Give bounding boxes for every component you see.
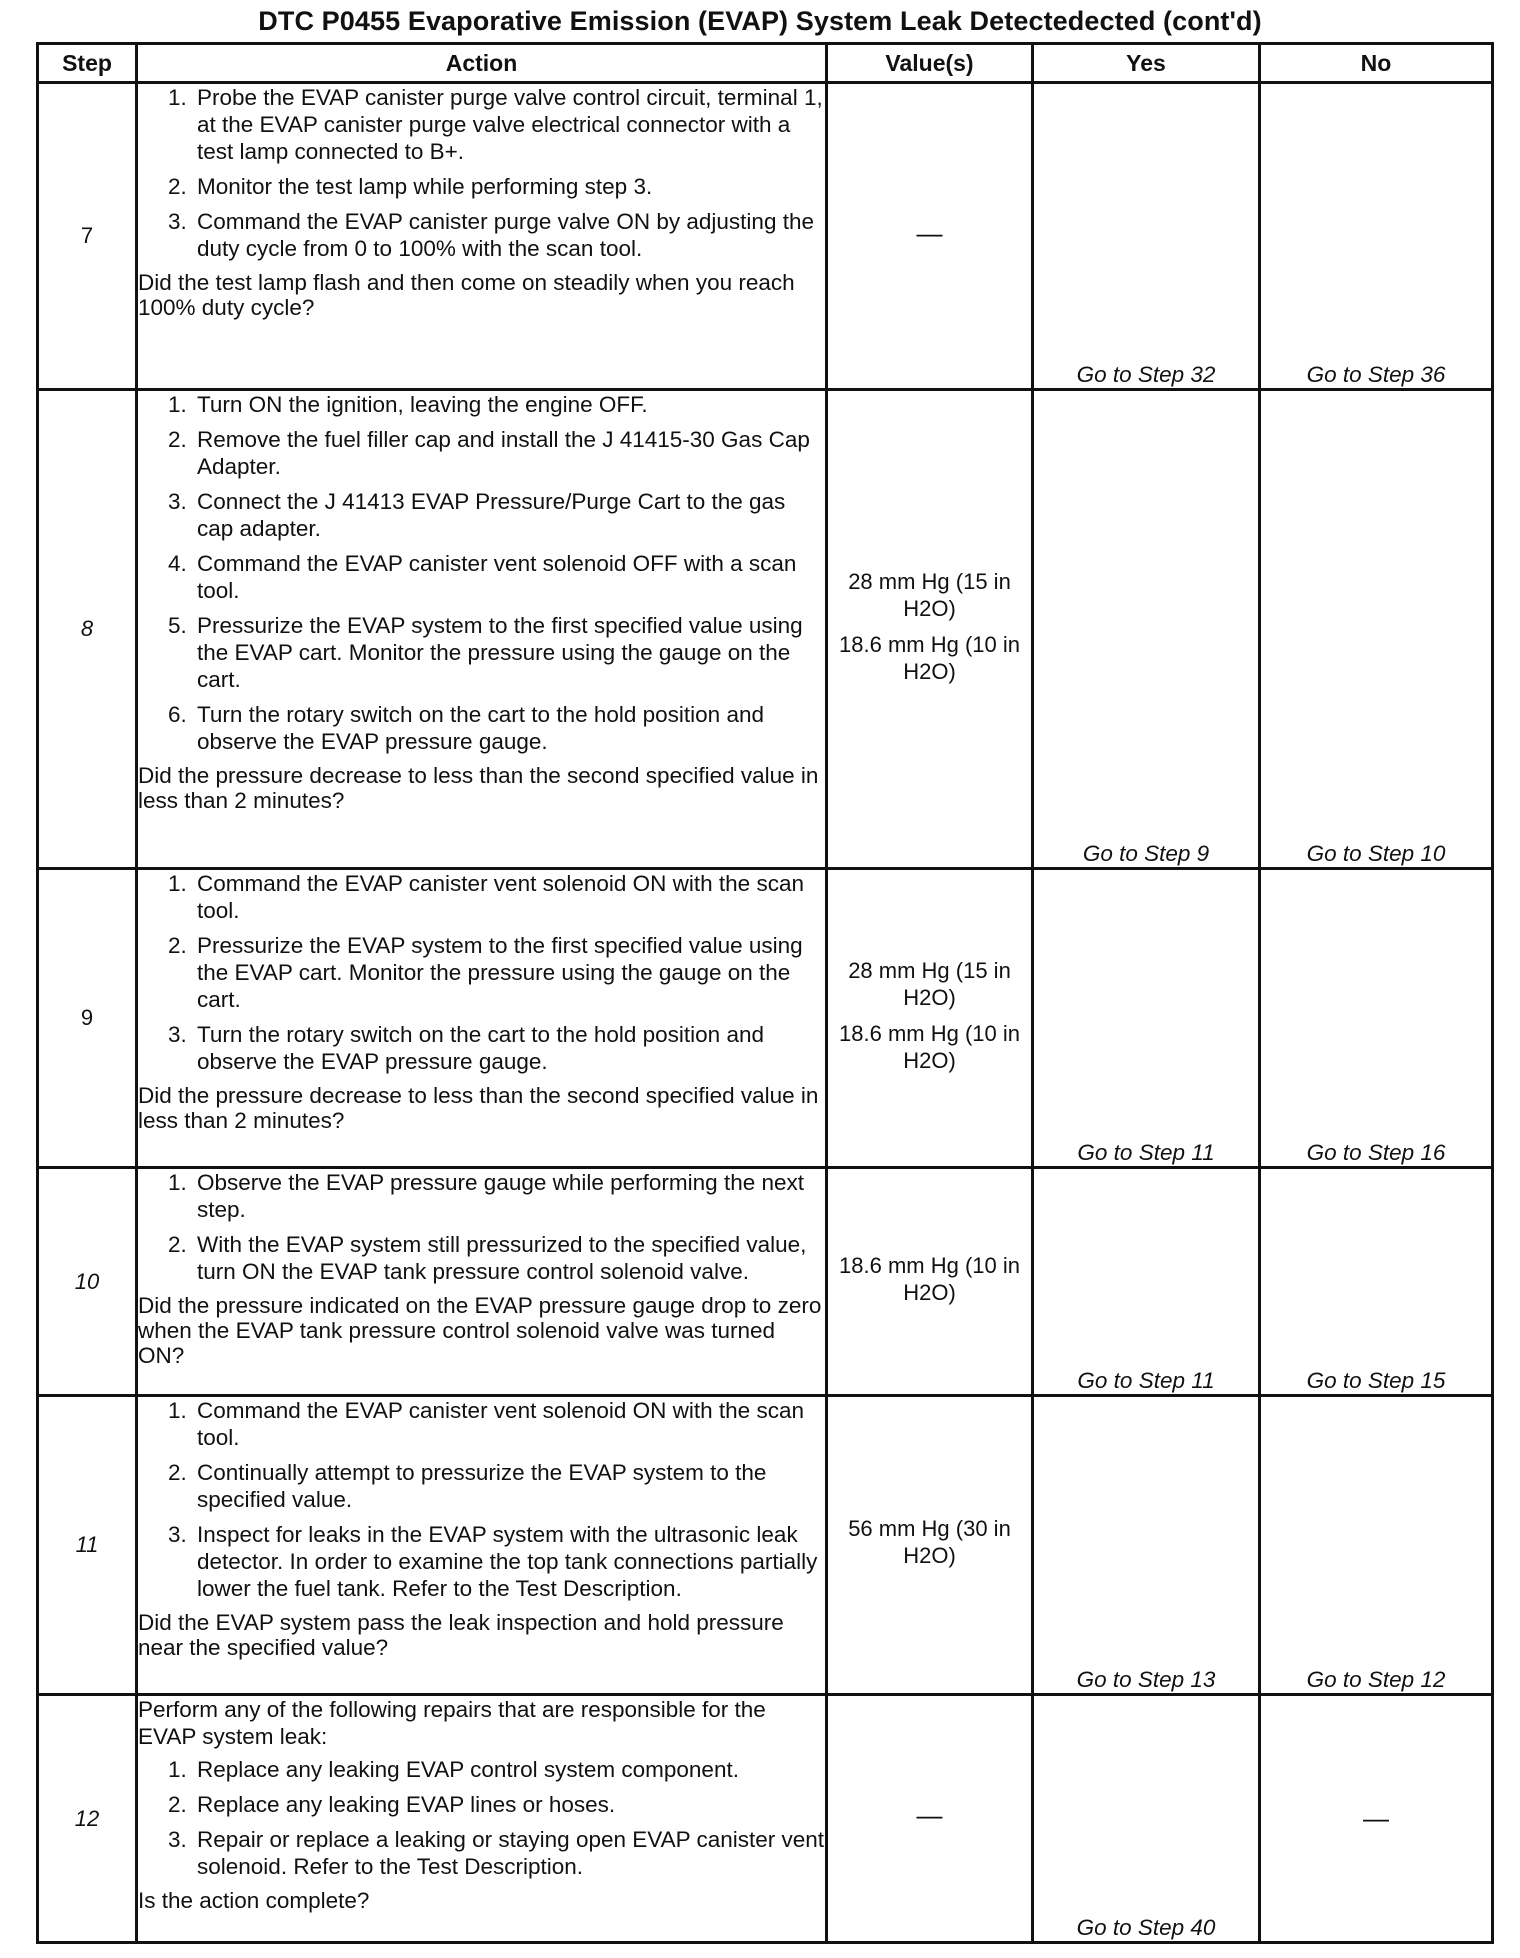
values-cell xyxy=(827,1395,1033,1694)
action-question: Did the EVAP system pass the leak inspection and hold pressure near the specified value? xyxy=(138,1609,784,1660)
no-result: — xyxy=(1260,1695,1493,1943)
yes-result: Go to Step 32 xyxy=(1033,83,1260,390)
action-step-item: 1. Replace any leaking EVAP control system component. xyxy=(193,1756,825,1783)
action-question: Is the action complete? xyxy=(138,1888,370,1914)
action-cell xyxy=(137,83,827,390)
step-number: 7 xyxy=(38,83,137,390)
table-row xyxy=(38,1395,1493,1694)
yes-result: Go to Step 40 xyxy=(1033,1695,1260,1943)
header-yes: Yes xyxy=(1033,44,1260,83)
action-steps-list xyxy=(138,870,825,1075)
action-step-item: 2. Replace any leaking EVAP lines or hoses. xyxy=(193,1791,825,1818)
action-step-item: 1. Command the EVAP canister vent solenoid ON with the scan tool. xyxy=(193,870,825,924)
values-cell xyxy=(827,390,1033,869)
values-cell xyxy=(827,83,1033,390)
action-step-item: 2. Remove the fuel filler cap and install the J 41415-30 Gas Cap Adapter. xyxy=(193,426,825,480)
action-step-item: 6. Turn the rotary switch on the cart to the hold position and observe the EVAP pressure gauge. xyxy=(193,701,825,755)
no-result: Go to Step 15 xyxy=(1260,1168,1493,1395)
action-intro: Perform any of the following repairs that are responsible for the EVAP system leak: xyxy=(138,1697,766,1750)
action-step-item: 1. Command the EVAP canister vent solenoid ON with the scan tool. xyxy=(193,1397,825,1451)
yes-result: Go to Step 11 xyxy=(1033,1168,1260,1395)
action-step-item: 4. Command the EVAP canister vent solenoid OFF with a scan tool. xyxy=(193,550,825,604)
action-step-item: 3. Turn the rotary switch on the cart to the hold position and observe the EVAP pressure gauge. xyxy=(193,1021,825,1075)
action-step-item: 3. Connect the J 41413 EVAP Pressure/Purge Cart to the gas cap adapter. xyxy=(193,488,825,542)
action-cell xyxy=(137,1695,827,1943)
diagnostic-table xyxy=(36,42,1494,1944)
action-steps-list xyxy=(138,84,825,262)
action-cell xyxy=(137,390,827,869)
action-step-item: 2. Pressurize the EVAP system to the first specified value using the EVAP cart. Monitor the pressure using the gauge on the cart. xyxy=(193,932,825,1013)
action-steps-list xyxy=(138,391,825,755)
step-number: 8 xyxy=(38,390,137,869)
no-result: Go to Step 12 xyxy=(1260,1395,1493,1694)
table-row xyxy=(38,83,1493,390)
table-row xyxy=(38,1168,1493,1395)
no-result: Go to Step 10 xyxy=(1260,390,1493,869)
header-values: Value(s) xyxy=(827,44,1033,83)
action-steps-list xyxy=(138,1756,825,1880)
no-result: Go to Step 16 xyxy=(1260,868,1493,1167)
table-row xyxy=(38,390,1493,869)
header-action: Action xyxy=(137,44,827,83)
action-step-item: 3. Repair or replace a leaking or staying open EVAP canister vent solenoid. Refer to the Test Description. xyxy=(193,1826,825,1880)
step-number: 9 xyxy=(38,868,137,1167)
spec-value: 18.6 mm Hg (10 in H2O) xyxy=(839,631,1020,684)
action-cell xyxy=(137,1395,827,1694)
no-result: Go to Step 36 xyxy=(1260,83,1493,390)
yes-result: Go to Step 9 xyxy=(1033,390,1260,869)
header-step: Step xyxy=(38,44,137,83)
yes-result: Go to Step 13 xyxy=(1033,1395,1260,1694)
header-no: No xyxy=(1260,44,1493,83)
spec-value: — xyxy=(916,1800,943,1831)
spec-value: 28 mm Hg (15 in H2O) xyxy=(848,568,1011,621)
action-question: Did the test lamp flash and then come on steadily when you reach 100% duty cycle? xyxy=(138,270,795,320)
action-step-item: 3. Inspect for leaks in the EVAP system with the ultrasonic leak detector. In order to examine the top tank connections partially lower the fuel tank. Refer to the Test Description. xyxy=(193,1521,825,1602)
values-cell xyxy=(827,868,1033,1167)
step-number: 12 xyxy=(38,1695,137,1943)
spec-value: 28 mm Hg (15 in H2O) xyxy=(848,957,1011,1010)
action-step-item: 2. Continually attempt to pressurize the EVAP system to the specified value. xyxy=(193,1459,825,1513)
values-cell xyxy=(827,1695,1033,1943)
action-step-item: 5. Pressurize the EVAP system to the first specified value using the EVAP cart. Monitor the pressure using the gauge on the cart. xyxy=(193,612,825,693)
action-step-item: 2. With the EVAP system still pressurized to the specified value, turn ON the EVAP tank pressure control solenoid valve. xyxy=(193,1231,825,1285)
step-number: 11 xyxy=(38,1395,137,1694)
values-cell xyxy=(827,1168,1033,1395)
action-question: Did the pressure indicated on the EVAP pressure gauge drop to zero when the EVAP tank pressure control solenoid valve was turned ON? xyxy=(138,1293,822,1369)
action-step-item: 1. Probe the EVAP canister purge valve control circuit, terminal 1, at the EVAP canister purge valve electrical connector with a test lamp connected to B+. xyxy=(193,84,825,165)
spec-value: — xyxy=(916,217,943,248)
spec-value: 56 mm Hg (30 in H2O) xyxy=(848,1516,1011,1568)
table-row xyxy=(38,868,1493,1167)
action-cell xyxy=(137,1168,827,1395)
spec-value: 18.6 mm Hg (10 in H2O) xyxy=(839,1020,1020,1073)
action-step-item: 1. Turn ON the ignition, leaving the engine OFF. xyxy=(193,391,825,418)
action-step-item: 3. Command the EVAP canister purge valve ON by adjusting the duty cycle from 0 to 100% with the scan tool. xyxy=(193,208,825,262)
action-step-item: 2. Monitor the test lamp while performing step 3. xyxy=(193,173,825,200)
header-row xyxy=(38,44,1493,83)
document-title: DTC P0455 Evaporative Emission (EVAP) System Leak Detectedected (cont'd) xyxy=(258,6,1262,36)
action-question: Did the pressure decrease to less than the second specified value in less than 2 minutes? xyxy=(138,763,819,814)
action-steps-list xyxy=(138,1397,825,1602)
action-steps-list xyxy=(138,1169,825,1285)
action-cell xyxy=(137,868,827,1167)
action-step-item: 1. Observe the EVAP pressure gauge while performing the next step. xyxy=(193,1169,825,1223)
action-question: Did the pressure decrease to less than the second specified value in less than 2 minutes? xyxy=(138,1082,819,1133)
step-number: 10 xyxy=(38,1168,137,1395)
spec-value: 18.6 mm Hg (10 in H2O) xyxy=(839,1252,1020,1305)
yes-result: Go to Step 11 xyxy=(1033,868,1260,1167)
table-row xyxy=(38,1695,1493,1943)
